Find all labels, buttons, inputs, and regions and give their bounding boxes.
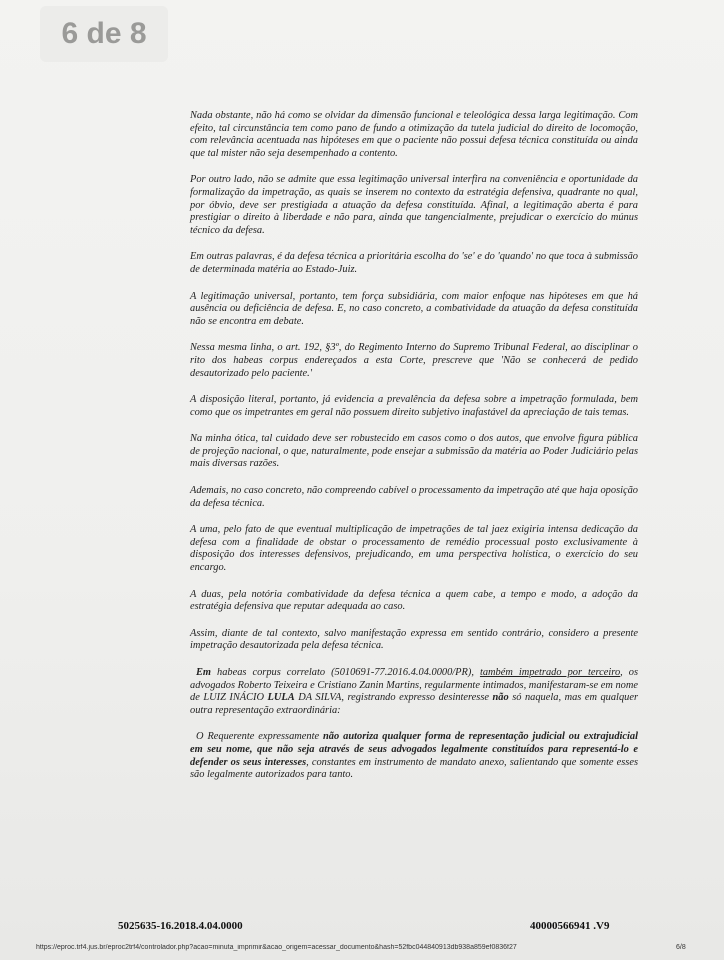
bold-text: não <box>492 692 509 704</box>
text-run: O Requerente expressamente <box>196 731 324 743</box>
text-run: , os advogados Roberto Teixeira e Cristiano Zanin Martins, regularmente intimados, manifestaram-se em nome de LUIZ INÁCIO <box>190 667 638 704</box>
paragraph: Em outras palavras, é da defesa técnica a prioritária escolha do 'se' e do 'quando' no que toca à submissão de determinada matéria ao Estado-Juiz. <box>190 251 638 275</box>
paragraph-correlated-hc <box>190 667 638 717</box>
page-indicator: 6 de 8 <box>40 6 168 62</box>
paragraph: Assim, diante de tal contexto, salvo manifestação expressa em sentido contrário, considero a presente impetração desautorizada pela defesa técnica. <box>190 627 638 652</box>
text-run: , constantes em instrumento de mandato anexo, salientando que somente esses são legalmente autorizados para tanto. <box>190 756 638 781</box>
text-run: só naquela, mas em qualquer outra representação extraordinária: <box>190 692 638 716</box>
print-url: https://eproc.trf4.jus.br/eproc2trf4/controlador.php?acao=minuta_imprimir&acao_origem=acessar_documento&hash=52fbc044840913db938a859ef0836f27 <box>36 944 517 951</box>
paragraph: Na minha ótica, tal cuidado deve ser robustecido em casos como o dos autos, que envolve figura pública de projeção nacional, o que, naturalmente, pode ensejar a submissão da matéria ao Poder Judiciário pelas mais diversas razões. <box>190 433 638 470</box>
paragraph: A legitimação universal, portanto, tem força subsidiária, com maior enfoque nas hipóteses em que há ausência ou deficiência de defesa. E, no caso concreto, a combatividade da atuação da defesa constituída não se encontra em debate. <box>190 290 638 327</box>
bold-text: não autoriza qualquer forma de representação judicial ou extrajudicial em seu nome, que não seja através de seus advogados legalmente constituídos para representá-lo e defender os seus interesses <box>190 731 638 768</box>
paragraph: Nessa mesma linha, o art. 192, §3º, do Regimento Interno do Supremo Tribunal Federal, ao disciplinar o rito dos habeas corpus endereçados a esta Corte, prescreve que 'Não se conhecerá de pedido desautorizado pelo paciente.' <box>190 342 638 379</box>
bold-text: Em <box>196 667 212 678</box>
document-code: 40000566941 .V9 <box>530 920 610 932</box>
print-page-number: 6/8 <box>676 944 686 951</box>
paragraph: Ademais, no caso concreto, não compreendo cabível o processamento da impetração até que haja oposição da defesa técnica. <box>190 485 638 509</box>
underlined-text: também impetrado por terceiro <box>479 667 621 678</box>
paragraph: A uma, pelo fato de que eventual multiplicação de impetrações de tal jaez exigiria intensa dedicação da defesa com a finalidade de obstar o processamento de remédio processual posto exclusivamente à disposição dos interesses defensivos, prejudicando, em uma perspectiva holística, o exercício do seu encargo. <box>190 524 638 574</box>
text-run: habeas corpus correlato (5010691-77.2016.4.04.0000/PR), <box>211 667 480 678</box>
process-number: 5025635-16.2018.4.04.0000 <box>118 920 243 932</box>
bold-text: LULA <box>267 692 295 704</box>
text-run: DA SILVA, registrando expresso desinteresse <box>294 692 493 704</box>
paragraph: A duas, pela notória combatividade da defesa técnica a quem cabe, a tempo e modo, a adoção da estratégia defensiva que reputar adequada ao caso. <box>190 588 638 613</box>
document-body <box>190 110 638 796</box>
paragraph-quote <box>190 731 638 781</box>
paragraph: Por outro lado, não se admite que essa legitimação universal interfira na conveniência e oportunidade da formalização da impetração, as quais se inserem no contexto da estratégia defensiva, quadrante no qual, por óbvio, deve ser prestigiada a atuação da defesa constituída. Afinal, a legitimação aberta é para prestigiar o direito à liberdade e não para, ainda que tangencialmente, prejudicar o exercício do múnus técnico da defesa. <box>190 174 638 236</box>
paragraph: A disposição literal, portanto, já evidencia a prevalência da defesa sobre a impetração formulada, bem como que os impetrantes em geral não possuem direito subjetivo inafastável da apreciação de tais temas. <box>190 394 638 418</box>
paragraph: Nada obstante, não há como se olvidar da dimensão funcional e teleológica dessa larga legitimação. Com efeito, tal circunstância tem como pano de fundo a otimização da tutela judicial do direito de locomoção, com relevância acentuada nas hipóteses em que o paciente não possui defesa técnica constituída ou ainda que tal mister não seja desempenhado a contento. <box>190 110 638 159</box>
